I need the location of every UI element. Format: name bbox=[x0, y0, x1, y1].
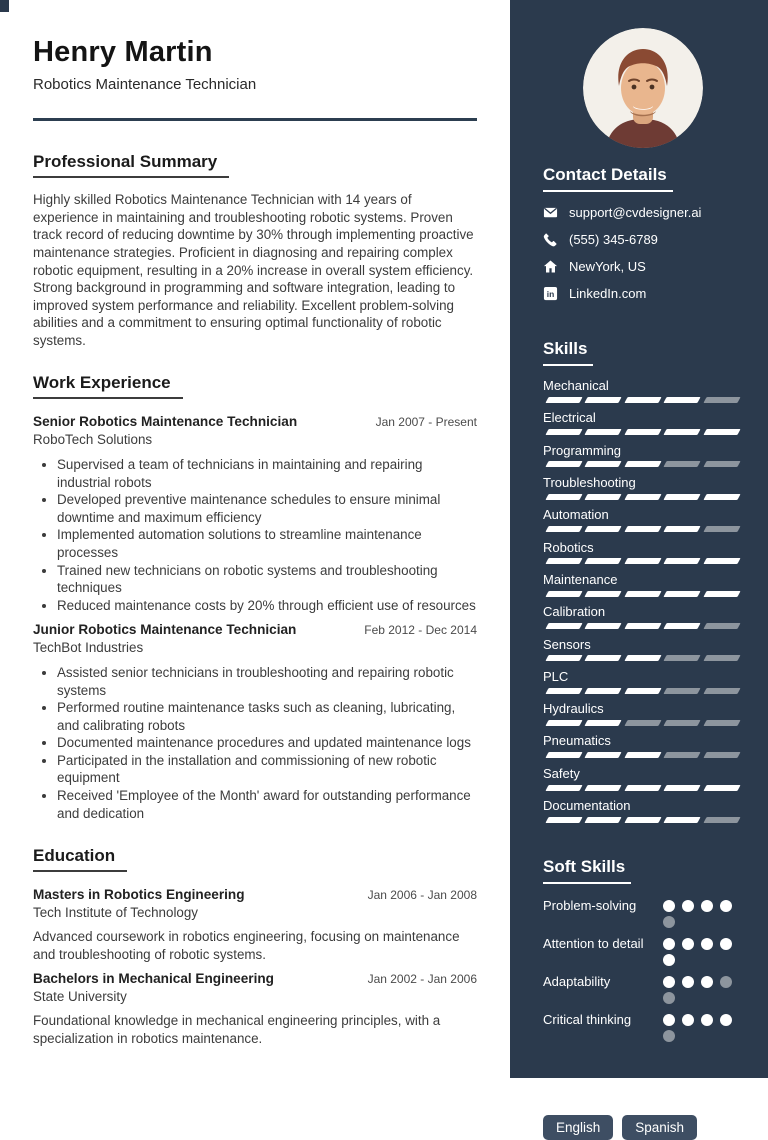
skill-bar-segment bbox=[703, 623, 741, 629]
skill-level-bar bbox=[543, 397, 743, 403]
skill-item bbox=[543, 476, 743, 500]
skill-item bbox=[543, 573, 743, 597]
job-bullet: • Developed preventive maintenance schedules to ensure minimal downtime and maximum efficiency bbox=[57, 491, 477, 526]
person-name: Henry Martin bbox=[33, 36, 213, 68]
rating-dot bbox=[682, 1014, 694, 1026]
corner-artifact bbox=[0, 0, 9, 12]
rating-dot bbox=[701, 976, 713, 988]
skill-bar-segment bbox=[585, 494, 623, 500]
skill-bar-segment bbox=[703, 526, 741, 532]
skill-bar-segment bbox=[545, 785, 583, 791]
skill-name: Safety bbox=[543, 765, 580, 781]
soft-skill-dots bbox=[663, 1011, 743, 1042]
skill-bar-segment bbox=[624, 623, 662, 629]
education-entries bbox=[33, 887, 477, 1047]
rating-dot bbox=[720, 900, 732, 912]
skill-level-bar bbox=[543, 720, 743, 726]
experience-entry bbox=[33, 622, 477, 822]
education-entry bbox=[33, 887, 477, 963]
skill-bar-segment bbox=[545, 494, 583, 500]
job-company: RoboTech Solutions bbox=[33, 432, 153, 448]
skill-item bbox=[543, 541, 743, 565]
email-icon bbox=[543, 205, 558, 220]
skill-bar-segment bbox=[545, 688, 583, 694]
skill-level-bar bbox=[543, 623, 743, 629]
skill-level-bar bbox=[543, 655, 743, 661]
skills-heading: Skills bbox=[543, 339, 593, 366]
skill-level-bar bbox=[543, 558, 743, 564]
skill-bar-segment bbox=[545, 397, 583, 403]
skill-bar-segment bbox=[624, 752, 662, 758]
skill-bar-segment bbox=[585, 623, 623, 629]
education-dates: Jan 2002 - Jan 2006 bbox=[367, 972, 477, 987]
skill-bar-segment bbox=[703, 591, 741, 597]
skill-item bbox=[543, 379, 743, 403]
language-pill-english[interactable]: English bbox=[543, 1115, 613, 1140]
skill-name: Hydraulics bbox=[543, 701, 604, 717]
job-head bbox=[33, 414, 477, 429]
home-icon bbox=[543, 259, 558, 274]
job-bullets bbox=[33, 664, 477, 822]
skill-level-bar bbox=[543, 429, 743, 435]
languages-heading: Languages bbox=[543, 1075, 639, 1102]
contact-item[interactable] bbox=[543, 205, 743, 220]
skill-item bbox=[543, 734, 743, 758]
education-head bbox=[33, 887, 477, 902]
soft-skill-name: Problem-solving bbox=[543, 898, 637, 914]
section-work-experience bbox=[33, 373, 477, 822]
skill-item bbox=[543, 508, 743, 532]
skill-item bbox=[543, 670, 743, 694]
skill-bar-segment bbox=[703, 494, 741, 500]
job-head bbox=[33, 622, 477, 637]
job-bullets bbox=[33, 456, 477, 614]
skill-bar-segment bbox=[585, 461, 623, 467]
job-bullet: • Reduced maintenance costs by 20% through efficient use of resources bbox=[57, 597, 477, 615]
skill-name: Robotics bbox=[543, 539, 594, 555]
rating-dot bbox=[720, 938, 732, 950]
job-bullet: • Assisted senior technicians in troubleshooting and repairing robotic systems bbox=[57, 664, 477, 699]
skill-bar-segment bbox=[664, 817, 702, 823]
experience-entries bbox=[33, 414, 477, 822]
skill-bar-segment bbox=[585, 397, 623, 403]
job-dates: Jan 2007 - Present bbox=[375, 415, 477, 430]
skill-bar-segment bbox=[664, 429, 702, 435]
school-name: State University bbox=[33, 989, 127, 1005]
profile-photo bbox=[583, 28, 703, 148]
rating-dot bbox=[720, 1014, 732, 1026]
skill-level-bar bbox=[543, 461, 743, 467]
skill-bar-segment bbox=[545, 558, 583, 564]
soft-skill-dots bbox=[663, 897, 743, 928]
job-dates: Feb 2012 - Dec 2014 bbox=[364, 623, 477, 638]
skill-level-bar bbox=[543, 817, 743, 823]
skill-name: Documentation bbox=[543, 798, 631, 814]
rating-dot bbox=[663, 954, 675, 966]
skill-bar-segment bbox=[703, 688, 741, 694]
soft-skill-item bbox=[543, 1011, 743, 1042]
rating-dot bbox=[682, 900, 694, 912]
skill-bar-segment bbox=[664, 752, 702, 758]
rating-dot bbox=[663, 992, 675, 1004]
rating-dot bbox=[663, 1030, 675, 1042]
skill-name: Sensors bbox=[543, 636, 591, 652]
skill-bar-segment bbox=[624, 591, 662, 597]
contact-item bbox=[543, 259, 743, 274]
skill-bar-segment bbox=[545, 591, 583, 597]
summary-text: Highly skilled Robotics Maintenance Technician with 14 years of experience in maintaining and troubleshooting robotic systems. Proven track record of reducing downtime by 30% through implementing proactive maintenance strategies. Proficient in diagnosing and repairing complex robotic equipment, resulting in a 20% increase in overall system efficiency. Strong background in programming and software integration, leading to improved system performance and reliability. Excellent problem-solving abilities and a commitment to ensuring optimal functionality of robotic systems. bbox=[33, 192, 474, 348]
skill-bar-segment bbox=[585, 655, 623, 661]
job-bullet: • Implemented automation solutions to streamline maintenance processes bbox=[57, 526, 477, 561]
header-divider bbox=[33, 118, 477, 121]
soft-skill-name: Attention to detail bbox=[543, 936, 644, 952]
skill-bar-segment bbox=[664, 461, 702, 467]
contact-item bbox=[543, 232, 743, 247]
skill-bar-segment bbox=[703, 817, 741, 823]
rating-dot bbox=[663, 900, 675, 912]
skill-level-bar bbox=[543, 494, 743, 500]
contact-text: (555) 345-6789 bbox=[569, 232, 658, 247]
skill-item bbox=[543, 799, 743, 823]
skill-bar-segment bbox=[624, 429, 662, 435]
skill-bar-segment bbox=[703, 429, 741, 435]
section-professional-summary bbox=[33, 152, 477, 349]
education-entry bbox=[33, 971, 477, 1047]
skill-name: Calibration bbox=[543, 604, 606, 620]
skill-bar-segment bbox=[585, 720, 623, 726]
job-bullet: • Performed routine maintenance tasks such as cleaning, lubricating, and calibrating robots bbox=[57, 699, 477, 734]
education-head bbox=[33, 971, 477, 986]
photo-wrap bbox=[543, 28, 743, 148]
skill-item bbox=[543, 638, 743, 662]
linkedin-icon bbox=[543, 286, 558, 301]
skill-bar-segment bbox=[624, 461, 662, 467]
skill-bar-segment bbox=[703, 461, 741, 467]
skill-bar-segment bbox=[624, 785, 662, 791]
skill-name: Mechanical bbox=[543, 378, 609, 393]
skill-bar-segment bbox=[664, 397, 702, 403]
skill-item bbox=[543, 767, 743, 791]
skill-name: Pneumatics bbox=[543, 733, 611, 749]
school-name: Tech Institute of Technology bbox=[33, 905, 199, 921]
skill-bar-segment bbox=[624, 526, 662, 532]
job-bullet: • Participated in the installation and commissioning of new robotic equipment bbox=[57, 752, 477, 787]
soft-skills-list bbox=[543, 897, 743, 1042]
experience-entry bbox=[33, 414, 477, 614]
skill-bar-segment bbox=[624, 688, 662, 694]
degree-title: Masters in Robotics Engineering bbox=[33, 887, 245, 903]
skill-name: PLC bbox=[543, 668, 569, 684]
skill-level-bar bbox=[543, 688, 743, 694]
contact-list bbox=[543, 205, 743, 301]
skill-level-bar bbox=[543, 591, 743, 597]
skill-bar-segment bbox=[585, 785, 623, 791]
contact-heading: Contact Details bbox=[543, 165, 673, 192]
contact-text: NewYork, US bbox=[569, 259, 646, 274]
education-heading: Education bbox=[33, 846, 127, 872]
rating-dot bbox=[701, 900, 713, 912]
skill-bar-segment bbox=[585, 558, 623, 564]
svg-text:in: in bbox=[546, 288, 555, 299]
skill-level-bar bbox=[543, 526, 743, 532]
skill-name: Automation bbox=[543, 507, 609, 523]
skill-name: Electrical bbox=[543, 410, 596, 426]
rating-dot bbox=[682, 976, 694, 988]
job-company: TechBot Industries bbox=[33, 640, 144, 656]
skill-bar-segment bbox=[703, 655, 741, 661]
skill-bar-segment bbox=[703, 720, 741, 726]
skill-level-bar bbox=[543, 752, 743, 758]
skill-bar-segment bbox=[624, 817, 662, 823]
skill-bar-segment bbox=[545, 526, 583, 532]
rating-dot bbox=[720, 976, 732, 988]
soft-skill-name: Critical thinking bbox=[543, 1012, 632, 1028]
job-bullet: • Supervised a team of technicians in maintaining and repairing industrial robots bbox=[57, 456, 477, 491]
soft-skill-dots bbox=[663, 973, 743, 1004]
skill-bar-segment bbox=[664, 688, 702, 694]
skill-bar-segment bbox=[703, 785, 741, 791]
skill-item bbox=[543, 444, 743, 468]
rating-dot bbox=[663, 938, 675, 950]
skill-bar-segment bbox=[585, 752, 623, 758]
education-dates: Jan 2006 - Jan 2008 bbox=[367, 888, 477, 903]
skill-level-bar bbox=[543, 785, 743, 791]
job-bullet: • Received 'Employee of the Month' award for outstanding performance and dedication bbox=[57, 787, 477, 822]
education-description: Advanced coursework in robotics engineering, focusing on maintenance and troubleshooting of robotic systems. bbox=[33, 929, 460, 962]
skill-bar-segment bbox=[545, 623, 583, 629]
job-bullet: • Trained new technicians on robotic systems and troubleshooting techniques bbox=[57, 562, 477, 597]
contact-text: support@cvdesigner.ai bbox=[569, 205, 702, 220]
skill-bar-segment bbox=[664, 785, 702, 791]
skill-bar-segment bbox=[545, 817, 583, 823]
skill-item bbox=[543, 605, 743, 629]
rating-dot bbox=[701, 1014, 713, 1026]
job-title: Junior Robotics Maintenance Technician bbox=[33, 622, 297, 638]
skill-bar-segment bbox=[585, 591, 623, 597]
skill-bar-segment bbox=[545, 655, 583, 661]
skill-name: Troubleshooting bbox=[543, 474, 636, 490]
contact-text: LinkedIn.com bbox=[569, 286, 647, 301]
skill-bar-segment bbox=[664, 526, 702, 532]
skill-bar-segment bbox=[585, 688, 623, 694]
sidebar bbox=[510, 0, 768, 1136]
skill-bar-segment bbox=[545, 720, 583, 726]
rating-dot bbox=[663, 976, 675, 988]
skill-bar-segment bbox=[664, 623, 702, 629]
skill-item bbox=[543, 702, 743, 726]
education-description: Foundational knowledge in mechanical engineering principles, with a specialization in robotics maintenance. bbox=[33, 1013, 441, 1046]
skill-bar-segment bbox=[703, 397, 741, 403]
languages-list bbox=[543, 1115, 743, 1140]
skill-bar-segment bbox=[624, 494, 662, 500]
job-bullet: • Documented maintenance procedures and updated maintenance logs bbox=[57, 734, 477, 752]
language-pill-spanish[interactable]: Spanish bbox=[622, 1115, 697, 1140]
skill-bar-segment bbox=[664, 558, 702, 564]
phone-icon bbox=[543, 232, 558, 247]
skill-bar-segment bbox=[624, 655, 662, 661]
degree-title: Bachelors in Mechanical Engineering bbox=[33, 971, 274, 987]
soft-skill-item bbox=[543, 973, 743, 1004]
skills-list bbox=[543, 379, 743, 823]
skill-bar-segment bbox=[703, 558, 741, 564]
rating-dot bbox=[663, 916, 675, 928]
skill-bar-segment bbox=[664, 494, 702, 500]
summary-heading: Professional Summary bbox=[33, 152, 229, 178]
skill-bar-segment bbox=[585, 429, 623, 435]
soft-skill-name: Adaptability bbox=[543, 974, 611, 990]
skill-bar-segment bbox=[664, 655, 702, 661]
skill-bar-segment bbox=[624, 558, 662, 564]
soft-skill-dots bbox=[663, 935, 743, 966]
skill-bar-segment bbox=[624, 397, 662, 403]
soft-skills-heading: Soft Skills bbox=[543, 857, 631, 884]
soft-skill-item bbox=[543, 897, 743, 928]
skill-bar-segment bbox=[545, 429, 583, 435]
experience-heading: Work Experience bbox=[33, 373, 183, 399]
soft-skill-item bbox=[543, 935, 743, 966]
skill-bar-segment bbox=[585, 817, 623, 823]
skill-bar-segment bbox=[703, 752, 741, 758]
rating-dot bbox=[701, 938, 713, 950]
skill-bar-segment bbox=[664, 720, 702, 726]
skill-name: Programming bbox=[543, 442, 622, 458]
skill-item bbox=[543, 411, 743, 435]
skill-bar-segment bbox=[624, 720, 662, 726]
skill-name: Maintenance bbox=[543, 571, 618, 587]
person-job-title: Robotics Maintenance Technician bbox=[33, 76, 257, 94]
section-education bbox=[33, 846, 477, 1047]
contact-item[interactable] bbox=[543, 286, 743, 301]
rating-dot bbox=[682, 938, 694, 950]
skill-bar-segment bbox=[585, 526, 623, 532]
job-title: Senior Robotics Maintenance Technician bbox=[33, 414, 298, 430]
skill-bar-segment bbox=[664, 591, 702, 597]
skill-bar-segment bbox=[545, 461, 583, 467]
rating-dot bbox=[663, 1014, 675, 1026]
skill-bar-segment bbox=[545, 752, 583, 758]
